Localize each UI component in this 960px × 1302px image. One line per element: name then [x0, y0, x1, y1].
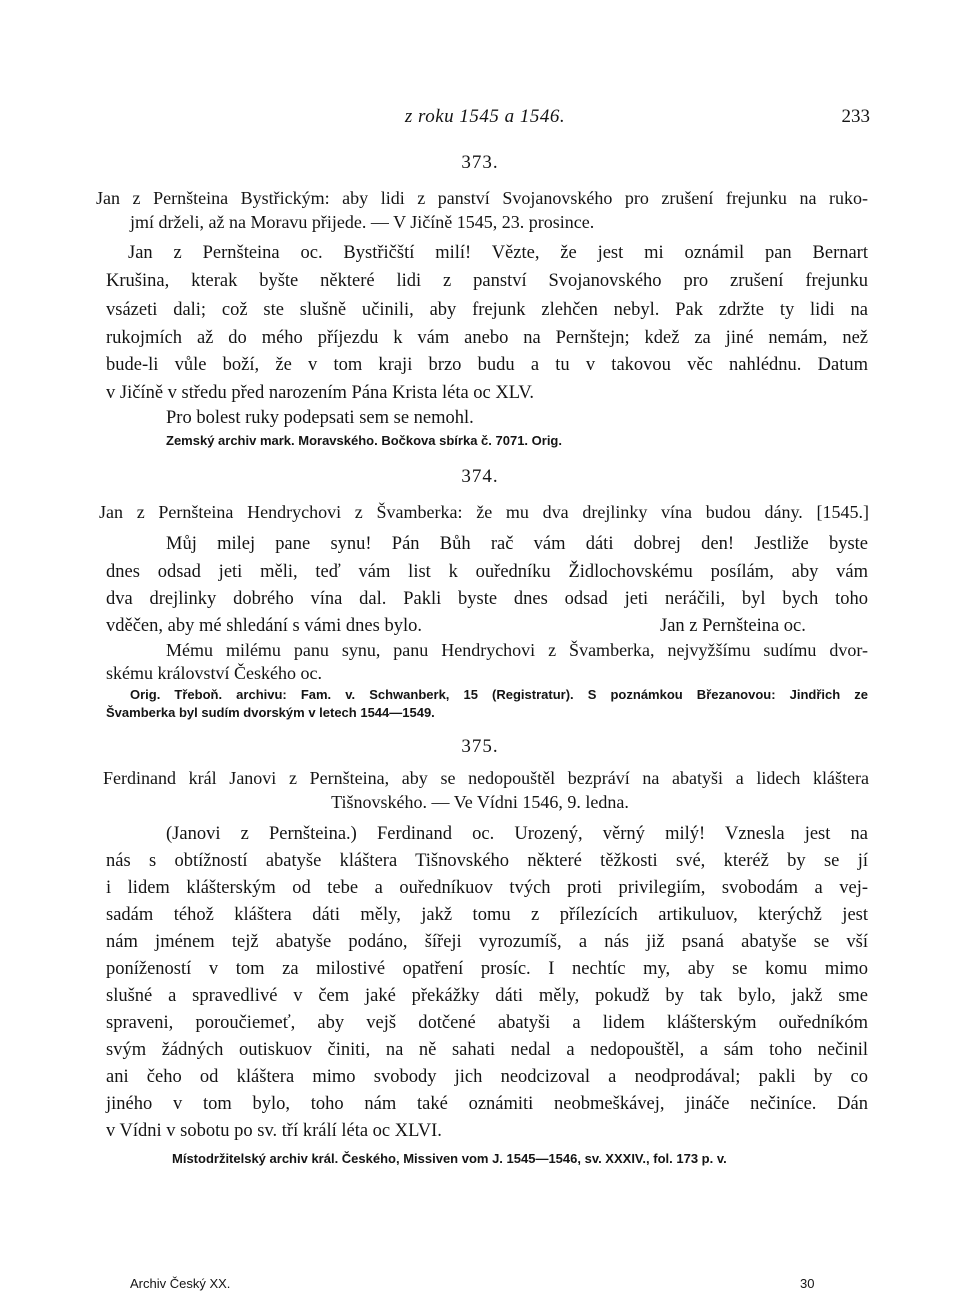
letter-number: 374. [461, 466, 499, 487]
letter-body-line: svým žádných outiskuov činiti, na ně sahati nedal a nedopouštěl, a sám toho nečinil [106, 1040, 868, 1060]
page-number: 233 [841, 106, 870, 127]
letter-body-line: Můj milej pane synu! Pán Bůh rač vám dáti dobrej den! Jestliže byste [166, 534, 868, 554]
archival-source: Místodržitelský archiv král. Českého, Missiven vom J. 1545—1546, sv. XXXIV., fol. 173 p. v. [172, 1151, 727, 1166]
letter-body-line: v Vídni v sobotu po sv. tří králí léta oc XLVI. [106, 1121, 442, 1141]
letter-postscript: Pro bolest ruky podepsati sem se nemohl. [166, 408, 474, 428]
letter-body-line: dnes odsad jeti měli, teď vám list k ouředníku Židlochovskému posílám, aby vám [106, 562, 868, 582]
archival-source: Zemský archiv mark. Moravského. Bočkova sbírka č. 7071. Orig. [166, 433, 562, 448]
letter-number: 375. [461, 736, 499, 757]
signature-mark: Archiv Český XX. [130, 1276, 231, 1291]
running-head-title: z roku 1545 a 1546. [404, 106, 566, 127]
letter-body-line: ani čeho od kláštera mimo svobody jich neodcizoval a neodprodával; pakli by co [106, 1067, 868, 1087]
letter-number: 373. [461, 152, 499, 173]
archival-source: Švamberka byl sudím dvorským v letech 1544—1549. [106, 705, 435, 720]
letter-summary-line: Jan z Pernšteina Bystřickým: aby lidi z panství Svojanovského pro zrušení frejunku na ruko- [96, 188, 868, 208]
letter-address-line: Mému milému panu synu, panu Hendrychovi z Švamberka, nejvyžšímu sudímu dvor- [166, 640, 868, 660]
letter-summary-line: Tišnovského. — Ve Vídni 1546, 9. ledna. [331, 792, 629, 812]
letter-body-line: slušné a spravedlivé v čem jaké překážky dáti měly, pokudž by tak bylo, jakž sme [106, 986, 868, 1006]
running-head [100, 106, 870, 132]
letter-summary-line: Jan z Pernšteina Hendrychovi z Švamberka: že mu dva drejlinky vína budou dány. [1545.] [99, 502, 869, 522]
letter-body-line: (Janovi z Pernšteina.) Ferdinand oc. Urozený, věrný milý! Vznesla jest na [166, 824, 868, 844]
letter-body-line: dva drejlinky dobrého vína dal. Pakli byste dnes odsad jeti neráčili, byl bych toho [106, 589, 868, 609]
letter-summary-line: Ferdinand král Janovi z Pernšteina, aby se nedopouštěl bezpráví na abatyši a lidech kláštera [103, 768, 869, 788]
letter-body-line: jiného v tom bylo, toho nám také oznámiti neobmeškávej, jináče nečiníce. Dán [106, 1094, 868, 1114]
letter-body-line: Jan z Pernšteina oc. Bystřičští milí! Vězte, že jest mi oznámil pan Bernart [128, 243, 868, 263]
letter-signature: Jan z Pernšteina oc. [660, 616, 806, 636]
letter-body-line: rukojmích až do mého příjezdu k vám anebo na Pernštejn; kdež za jiné nemám, než [106, 328, 868, 348]
letter-body-line: spraveni, poroučiemeť, aby vejš dotčené abatyši a lidem klášterským ouředníkóm [106, 1013, 868, 1033]
letter-summary-line: jmí drželi, až na Moravu přijede. — V Jičíně 1545, 23. prosince. [130, 212, 595, 232]
letter-body-line: sadám téhož kláštera dáti měly, jakž tomu z přílezících artikuluov, kterýchž jest [106, 905, 868, 925]
sheet-number: 30 [800, 1276, 815, 1291]
letter-body-line: ponížeností v tom za milostivé opatření prosíc. I nechtíc my, aby se komu mimo [106, 959, 868, 979]
letter-body-line: v Jičíně v středu před narozením Pána Krista léta oc XLV. [106, 383, 534, 403]
letter-body-line: bude-li vůle boží, že v tom kraji brzo budu a tu v takovou věc nahlédnu. Datum [106, 355, 868, 375]
letter-address-line: skému království Českého oc. [106, 663, 322, 683]
letter-body-line: nás s obtížností abatyše kláštera Tišnovského některé těžkosti své, kteréž by se jí [106, 851, 868, 871]
letter-body-line: Krušina, kterak byšte některé lidi z panství Svojanovského pro zrušení frejunku [106, 271, 868, 291]
letter-body-line: vsázeti dali; což ste slušně učinili, aby frejunk zlehčen nebyl. Pak zdržte ty lidi na [106, 300, 868, 320]
letter-body-line: i lidem klášterským od tebe a ouředníkuov tvých proti privilegiím, svobodám a vej- [106, 878, 868, 898]
letter-body-line: nám jménem tejž abatyše podáno, šířeji vyrozumíš, a nás již psaná abatyše se vší [106, 932, 868, 952]
letter-body-line: vděčen, aby mé shledání s vámi dnes bylo. [106, 616, 422, 636]
archival-source: Orig. Třeboň. archivu: Fam. v. Schwanberk, 15 (Registratur). S poznámkou Březanovou: Jindřich ze [130, 687, 868, 702]
